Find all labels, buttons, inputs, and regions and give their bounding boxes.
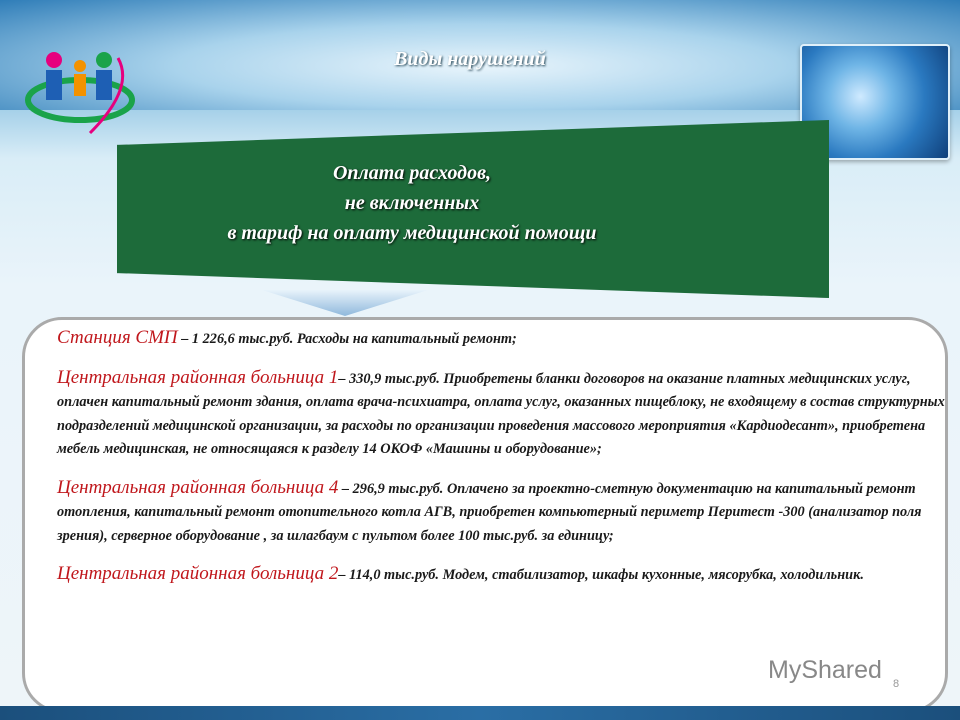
footer-band [0,706,960,720]
item-lead: Станция СМП [57,327,178,348]
violations-list [57,326,947,602]
item-text: – 296,9 тыс.руб. Оплачено за проектно-сметную документацию на капитальный ремонт отопления, капитальный ремонт отопительного котла АГВ, приобретен компьютерный периметр Перитест -300 (анализатор поля зрения), серверное оборудование , за шлагбаум с пультом более 100 тыс.руб. за единицу; [57,480,922,544]
list-item [57,476,947,549]
item-text: – 330,9 тыс.руб. Приобретены бланки договоров на оказание платных медицинских услуг, оплачен капитальный ремонт здания, оплата врача-психиатра, оплата услуг, оказанных пищеблоку, не входящему в состав структурных подразделений медицинской организации, за расходы по организации проведения массового мероприятия «Кардиодесант», приобретена мебель медицинская, не относящаяся к разделу 14 ОКОФ «Машины и оборудование»; [57,370,945,457]
item-text: – 114,0 тыс.руб. Модем, стабилизатор, шкафы кухонные, мясорубка, холодильник. [338,567,864,583]
banner-line: Оплата расходов, [332,162,492,184]
arrow-down-icon [262,290,428,316]
list-item [57,326,947,352]
watermark: MyShared [768,656,882,684]
item-lead: Центральная районная больница 1 [57,366,339,388]
item-text: – 1 226,6 тыс.руб. Расходы на капитальный ремонт; [177,331,517,347]
banner-text [117,158,707,248]
list-item [57,366,947,462]
item-lead: Центральная районная больница 2 [57,563,339,584]
slide-title: Виды нарушений [394,48,546,70]
page-number: 8 [893,678,900,690]
banner-line: в тариф на оплату медицинской помощи [227,222,597,244]
item-lead: Центральная районная больница 4 [57,476,339,498]
banner-line: не включенных [344,192,480,214]
list-item [57,562,947,588]
